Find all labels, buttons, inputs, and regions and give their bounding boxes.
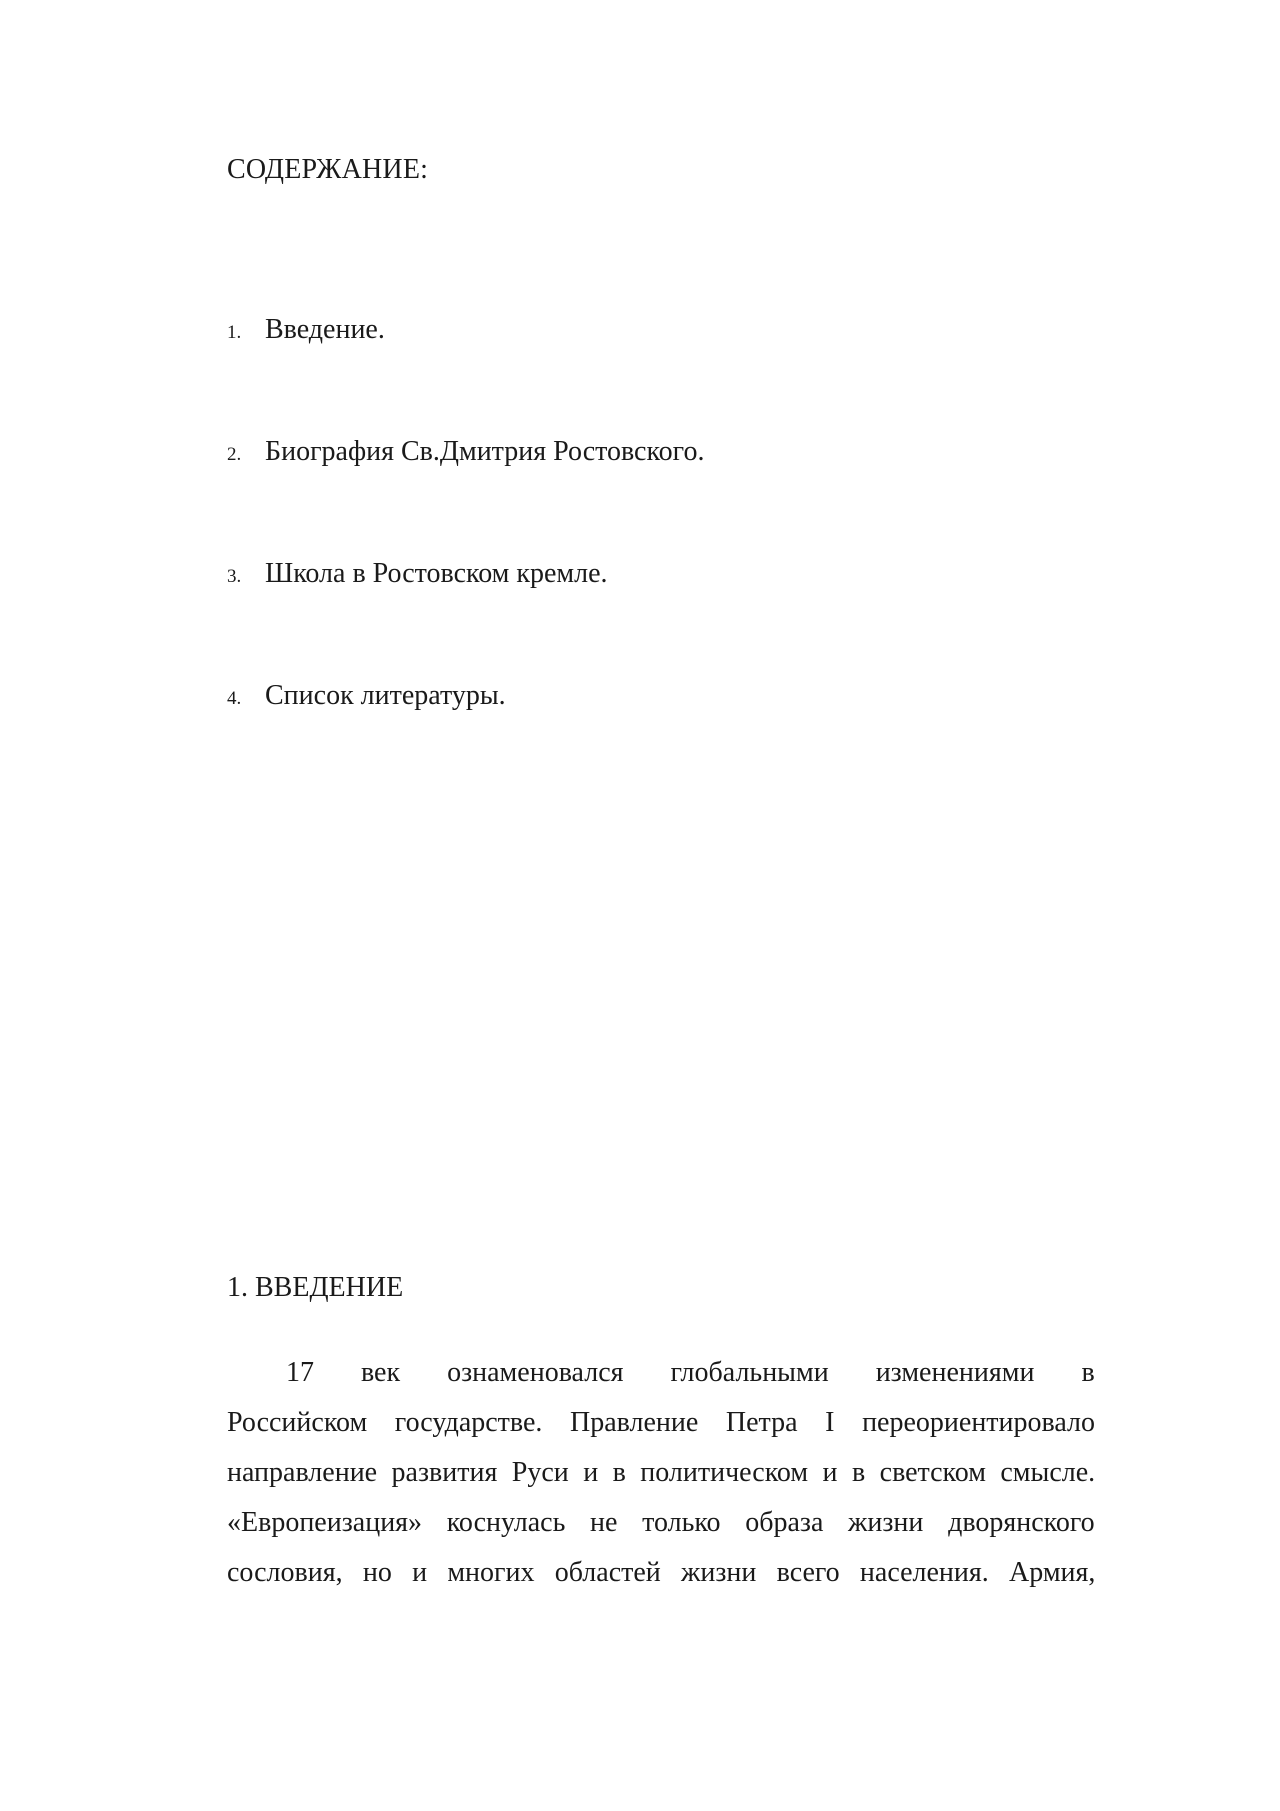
toc-item-label: Введение. bbox=[265, 314, 385, 345]
paragraph-line bbox=[227, 1498, 1095, 1548]
section-heading: 1. ВВЕДЕНИЕ bbox=[227, 1272, 404, 1303]
toc-item bbox=[227, 554, 608, 597]
toc-item-label: Список литературы. bbox=[265, 680, 506, 711]
toc-item-label: Биография Св.Дмитрия Ростовского. bbox=[265, 436, 705, 467]
paragraph-line bbox=[227, 1398, 1095, 1448]
toc-item-number: 1. bbox=[227, 322, 242, 343]
toc-item-label: Школа в Ростовском кремле. bbox=[265, 558, 608, 589]
paragraph-line-text: Российском государстве. Правление Петра I переориентировало bbox=[227, 1407, 1096, 1438]
paragraph-line-text: 17 век ознаменовался глобальными изменениями в bbox=[286, 1357, 1095, 1388]
paragraph-line-text: «Европеизация» коснулась не только образа жизни дворянского bbox=[227, 1507, 1095, 1538]
toc-item-number: 3. bbox=[227, 566, 242, 587]
paragraph-line bbox=[227, 1548, 1095, 1598]
paragraph-line bbox=[227, 1448, 1095, 1498]
paragraph-line-text: сословия, но и многих областей жизни всего населения. Армия, bbox=[227, 1557, 1096, 1588]
intro-paragraph bbox=[227, 1348, 1095, 1598]
toc-item-number: 2. bbox=[227, 444, 242, 465]
toc-item bbox=[227, 676, 506, 719]
toc-item bbox=[227, 432, 704, 475]
toc-item-number: 4. bbox=[227, 688, 242, 709]
toc-title: СОДЕРЖАНИЕ: bbox=[227, 154, 429, 185]
paragraph-line-text: направление развития Руси и в политическом и в светском смысле. bbox=[227, 1457, 1096, 1488]
toc-item bbox=[227, 310, 385, 353]
paragraph-line bbox=[227, 1348, 1095, 1398]
